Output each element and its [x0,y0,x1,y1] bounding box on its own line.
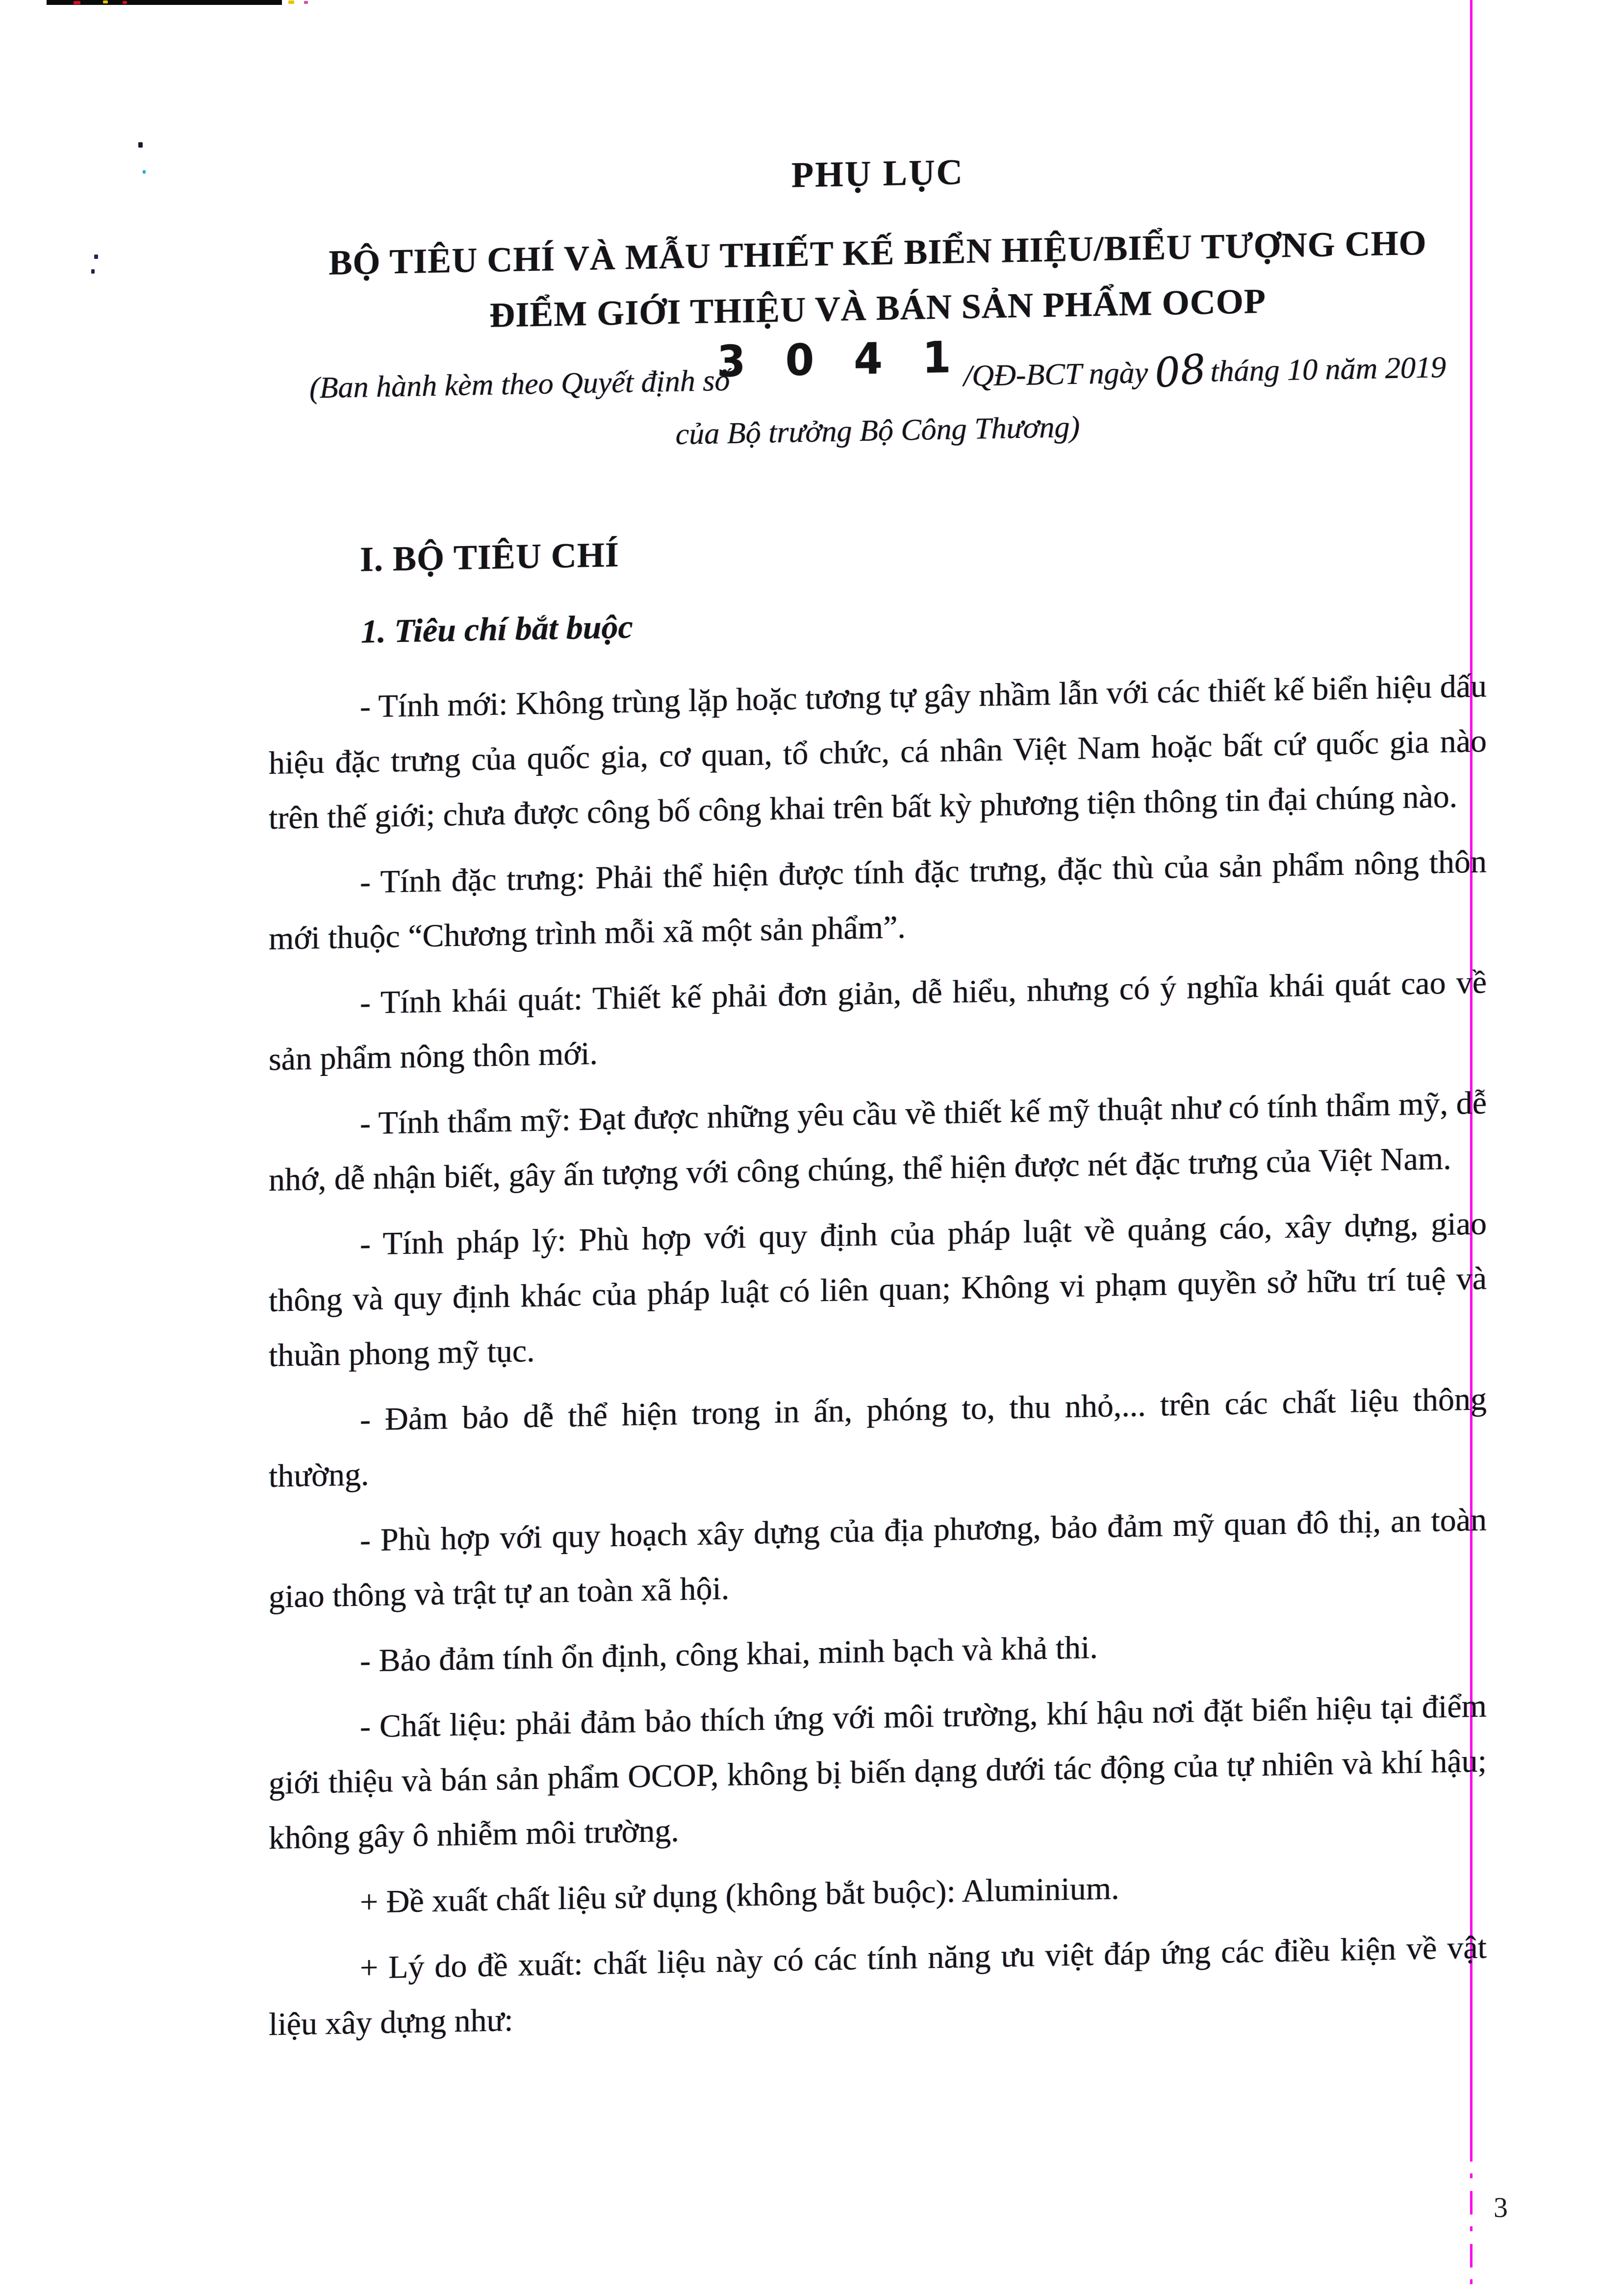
paragraph: + Đề xuất chất liệu sử dụng (không bắt buộc): Aluminium. [360,1870,1119,1920]
issuance-suffix: tháng 10 năm 2019 [1210,350,1446,388]
paragraph: - Tính thẩm mỹ: Đạt được những yêu cầu về thiết kế mỹ thuật như có tính thẩm mỹ, dễ nhớ, dễ nhận biết, gây ấn tượng với công chúng, thể hiện được nét đặc trưng của Việt Nam. [269,1085,1487,1198]
scan-speck [103,0,108,3]
paragraph: - Tính khái quát: Thiết kế phải đơn giản, dễ hiểu, nhưng có ý nghĩa khái quát cao về sản phẩm nông thôn mới. [269,964,1487,1077]
paragraph: - Bảo đảm tính ổn định, công khai, minh bạch và khả thi. [360,1630,1098,1679]
document-title-line1: BỘ TIÊU CHÍ VÀ MẪU THIẾT KẾ BIỂN HIỆU/BIỂU TƯỢNG CHO [329,223,1427,282]
issuance-note [269,331,1487,468]
paragraph: - Tính pháp lý: Phù hợp với quy định của pháp luật về quảng cáo, xây dựng, giao thông và quy định khác của pháp luật có liên quan; Không vi phạm quyền sở hữu trí tuệ và thuần phong mỹ tục. [269,1205,1487,1374]
appendix-label: PHỤ LỤC [791,152,964,196]
stamped-decision-number: 3 0 4 1 [717,331,964,387]
paragraph: - Đảm bảo dễ thể hiện trong in ấn, phóng to, thu nhỏ,... trên các chất liệu thông thường. [269,1381,1487,1494]
paragraph: - Chất liệu: phải đảm bảo thích ứng với môi trường, khí hậu nơi đặt biển hiệu tại điểm giới thiệu và bán sản phẩm OCOP, không bị biến dạng dưới tác động của tự nhiên và khí hậu; không gây ô nhiễm môi trường. [269,1688,1487,1856]
subsection-heading: 1. Tiêu chí bắt buộc [361,608,633,650]
scan-speck [138,142,143,148]
paragraph-list [269,659,1487,2052]
document-content [269,142,1487,2063]
scan-speck [123,1,127,4]
scan-speck [74,1,80,4]
paragraph: + Lý do đề xuất: chất liệu này có các tính năng ưu việt đáp ứng các điều kiện về vật liệu xây dựng như: [269,1929,1487,2042]
scan-artifact-bar [47,0,282,5]
margin-line-dashed [1470,2138,1472,2294]
scan-speck [91,269,95,274]
handwritten-day: 08 [1152,345,1208,398]
paragraph: - Tính mới: Không trùng lặp hoặc tương tự gây nhầm lẫn với các thiết kế biển hiệu dấu hiệu đặc trưng của quốc gia, cơ quan, tổ chức, cá nhân Việt Nam hoặc bất cứ quốc gia nào trên thế giới; chưa được công bố công khai trên bất kỳ phương tiện thông tin đại chúng nào. [269,668,1487,836]
section-heading: I. BỘ TIÊU CHÍ [360,535,619,579]
scan-speck [94,255,98,259]
issuance-mid: /QĐ-BCT ngày [964,356,1148,393]
issuance-line2: của Bộ trưởng Bộ Công Thương) [675,410,1080,451]
issuance-prefix: (Ban hành kèm theo Quyết định số [309,363,730,405]
scan-speck [143,170,146,174]
scan-speck [288,0,294,4]
paragraph: - Tính đặc trưng: Phải thể hiện được tính đặc trưng, đặc thù của sản phẩm nông thôn mới thuộc “Chương trình mỗi xã một sản phẩm”. [269,843,1487,957]
document-title-line2: ĐIỂM GIỚI THIỆU VÀ BÁN SẢN PHẨM OCOP [489,281,1266,335]
page-number: 3 [1494,2192,1508,2223]
paragraph: - Phù hợp với quy hoạch xây dựng của địa phương, bảo đảm mỹ quan đô thị, an toàn giao thông và trật tự an toàn xã hội. [269,1502,1487,1615]
scan-speck [304,1,308,4]
document-header [269,142,1487,468]
